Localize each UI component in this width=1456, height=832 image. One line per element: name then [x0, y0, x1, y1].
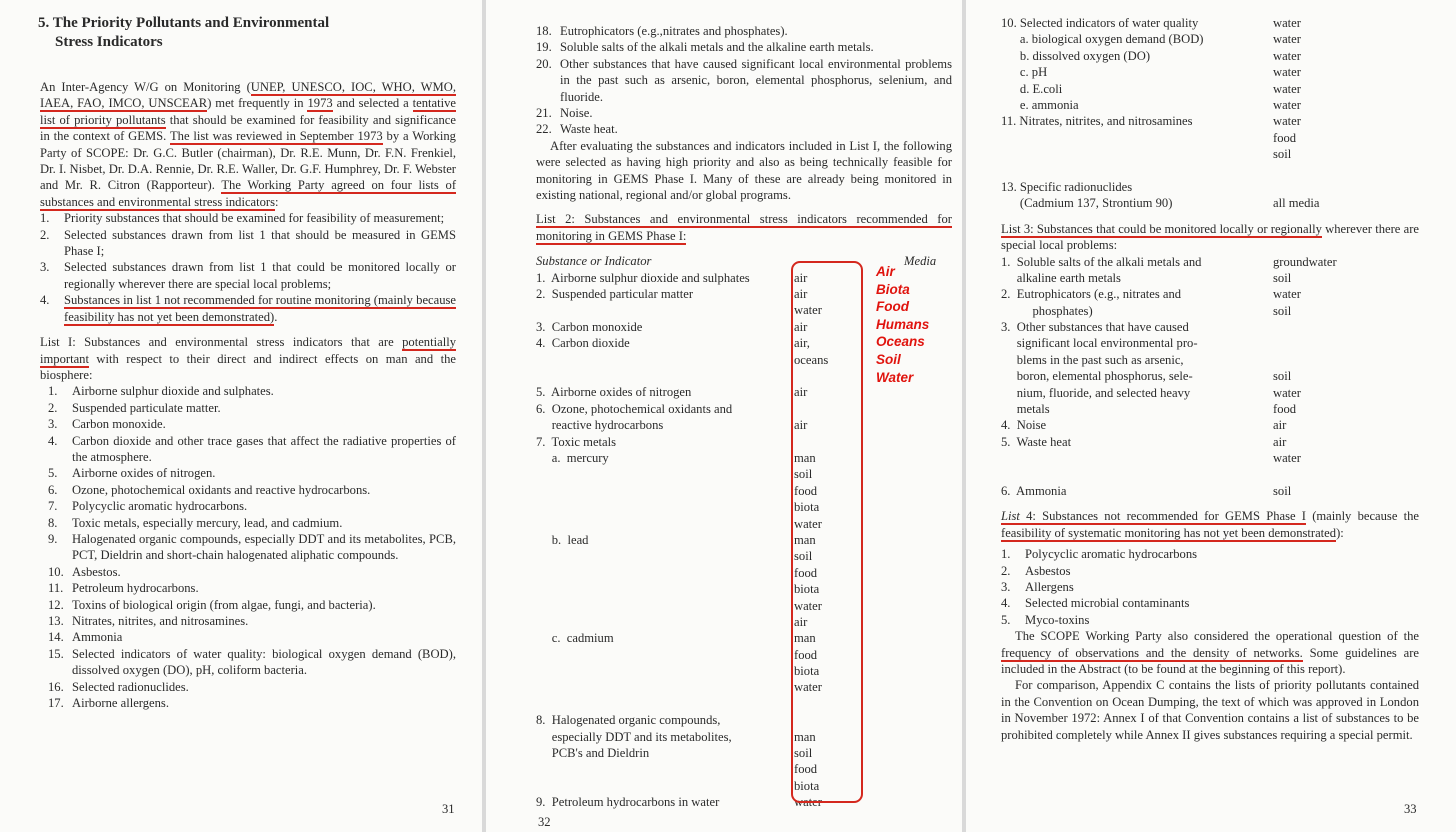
list-item-number: 1.: [40, 211, 50, 226]
table-row: [536, 712, 952, 728]
table-row: [1001, 417, 1419, 433]
table-row: [536, 417, 952, 433]
underlined-text: The Working Party agreed on four lists of substances and environmental stress indicators: [40, 178, 457, 209]
media-cell: water: [1273, 114, 1301, 129]
list-item-number: 20.: [536, 56, 552, 71]
table-row: [536, 466, 952, 482]
substance-cell: blems in the past such as arsenic,: [1001, 352, 1184, 367]
table-row: [1001, 434, 1419, 450]
table-row: [536, 532, 952, 548]
media-cell: soil: [1273, 270, 1292, 285]
list-item: [40, 259, 456, 292]
table-row: [536, 516, 952, 532]
table-row: [1001, 319, 1419, 335]
substance-cell: a. biological oxygen demand (BOD): [1001, 32, 1204, 47]
text-run: An Inter-Agency W/G on Monitoring (: [40, 80, 251, 94]
substance-cell: reactive hydrocarbons: [536, 418, 664, 433]
list-item-number: 7.: [48, 499, 58, 514]
text-run: that should be examined for feasibility and significance in the context of GEMS.: [40, 112, 456, 144]
table-row: [1001, 270, 1419, 286]
list-item: [40, 531, 456, 564]
list-item-number: 2.: [1001, 563, 1011, 578]
media-cell: water: [1273, 287, 1301, 302]
media-cell: air: [794, 418, 808, 433]
list-item: [40, 383, 456, 399]
media-cell: water: [1273, 48, 1301, 63]
media-cell: water: [794, 516, 822, 531]
list-item-text: Selected indicators of water quality: biological oxygen demand (BOD), dissolved oxygen (DO), pH, coliform bacteria.: [72, 646, 456, 678]
text-run: ) met frequently in: [207, 96, 308, 111]
underlined-text: frequency of observations and the density of networks.: [1001, 645, 1303, 660]
table-row: [1001, 401, 1419, 417]
substance-cell: b. lead: [536, 532, 589, 547]
table-row: [536, 434, 952, 450]
annotation-label: Oceans: [876, 334, 925, 350]
table-row: [1001, 179, 1419, 195]
list-item: [536, 23, 952, 39]
table-row: [1001, 467, 1419, 483]
substance-cell: 13. Specific radionuclides: [1001, 179, 1133, 194]
list-item-text: Polycyclic aromatic hydrocarbons.: [72, 499, 248, 514]
list-item-text: Eutrophicators (e.g.,nitrates and phosphates).: [560, 24, 788, 38]
after-evaluating-paragraph: After evaluating the substances and indicators included in List I, the following were selected as having high priority and also as being technically feasible for monitoring in GEMS Phase I. Many of these are already being monitored in existing national, regional and/or global programs.: [536, 138, 952, 203]
table-row: [536, 729, 952, 745]
list-item-text: Asbestos.: [72, 564, 121, 579]
underlined-text: 4: Substances not recommended for GEMS Phase I: [1019, 509, 1306, 524]
underlined-text: tentative list of priority pollutants: [40, 96, 456, 127]
list-item: [40, 629, 456, 645]
list-item: [40, 498, 456, 514]
table-row: [536, 663, 952, 679]
table-row: [1001, 97, 1419, 113]
table-row: [536, 499, 952, 515]
table-row: [1001, 81, 1419, 97]
table-row: [1001, 48, 1419, 64]
media-cell: biota: [794, 582, 820, 597]
media-cell: soil: [1273, 369, 1292, 384]
underlined-text: The list was reviewed in September 1973: [169, 129, 383, 144]
text-run: Some guidelines are included in the Abstract (to be found at the beginning of this report).: [1001, 645, 1419, 677]
table-row: [1001, 368, 1419, 384]
list-item: [40, 210, 456, 226]
table-row: [536, 565, 952, 581]
list-item-number: 3.: [48, 417, 58, 432]
media-cell: water: [794, 680, 822, 695]
list-item-text: Selected substances drawn from list 1 that could be monitored locally or regionally wherever there are special local problems;: [64, 260, 456, 291]
media-cell: soil: [1273, 147, 1292, 162]
list2-continued: [1001, 15, 1419, 212]
table-row: [1001, 352, 1419, 368]
list-item-number: 10.: [48, 564, 64, 579]
substance-cell: alkaline earth metals: [1001, 270, 1121, 285]
substance-cell: (Cadmium 137, Strontium 90): [1001, 196, 1173, 211]
substance-cell: 1. Airborne sulphur dioxide and sulphates: [536, 270, 750, 285]
list-item-text: Polycyclic aromatic hydrocarbons: [1025, 547, 1198, 562]
media-cell: water: [1273, 385, 1301, 400]
page-33: [966, 0, 1456, 832]
four-lists: [40, 210, 456, 325]
text-run: ):: [1336, 525, 1344, 540]
list-item-number: 21.: [536, 106, 552, 121]
list-item: [40, 482, 456, 498]
table-row: [1001, 31, 1419, 47]
media-cell: food: [1273, 402, 1297, 417]
media-cell: man: [794, 631, 816, 646]
substance-cell: 6. Ozone, photochemical oxidants and: [536, 401, 733, 416]
substance-cell: 5. Airborne oxides of nitrogen: [536, 385, 692, 400]
annotation-label: Food: [876, 299, 909, 315]
page31-body: [40, 79, 456, 711]
list-item-text: Ozone, photochemical oxidants and reactive hydrocarbons.: [72, 482, 371, 497]
media-cell: soil: [1273, 303, 1292, 318]
substance-cell: PCB's and Dieldrin: [536, 746, 650, 761]
page-32: [486, 0, 962, 832]
table-row: [536, 794, 952, 810]
list-item: [536, 39, 952, 55]
substance-cell: 9. Petroleum hydrocarbons in water: [536, 795, 720, 810]
list-item: [536, 56, 952, 105]
substance-cell: phosphates): [1001, 303, 1093, 318]
underlined-text: potentially important: [40, 335, 456, 366]
list-item-text: Priority substances that should be examined for feasibility of measurement;: [64, 211, 445, 226]
list-item: [1001, 612, 1419, 628]
substance-cell: 4. Noise: [1001, 418, 1047, 433]
page-31: [0, 0, 482, 832]
list-item-text: Nitrates, nitrites, and nitrosamines.: [72, 614, 249, 628]
underlined-text: UNEP, UNESCO, IOC, WHO, WMO, IAEA, FAO, IMCO, UNSCEAR: [40, 80, 456, 111]
table-row: [536, 401, 952, 417]
list-item-number: 19.: [536, 40, 552, 55]
list-item-text: Soluble salts of the alkali metals and the alkaline earth metals.: [560, 40, 874, 55]
table-row: [536, 630, 952, 646]
table-row: [536, 647, 952, 663]
list-item: [40, 400, 456, 416]
list-item-text: Toxic metals, especially mercury, lead, and cadmium.: [72, 515, 343, 530]
list-item-text: Selected microbial contaminants: [1025, 596, 1190, 611]
underlined-text: List: [1001, 509, 1020, 524]
table-row: [536, 483, 952, 499]
text-run: with respect to their direct and indirect effects on man and the biosphere:: [40, 351, 456, 382]
table-row: [1001, 254, 1419, 270]
table-row: [1001, 163, 1419, 179]
table-row: [536, 384, 952, 400]
list-item-number: 5.: [1001, 612, 1011, 627]
table-row: [1001, 483, 1419, 499]
list-item-number: 5.: [48, 466, 58, 481]
media-cell: water: [794, 795, 822, 810]
text-run: (mainly because the: [1305, 509, 1420, 524]
list-item-number: 11.: [48, 581, 64, 596]
list-item-number: 12.: [48, 597, 64, 612]
comparison-paragraph: For comparison, Appendix C contains the lists of priority pollutants contained in the Convention on Ocean Dumping, the text of which was approved in London in November 1972: Annex I of that Convention contains a list of substances to be prohibited completely while Annex II gives substances requiring a special permit.: [1001, 678, 1419, 742]
substance-cell: c. cadmium: [536, 631, 614, 646]
media-cell: air: [794, 287, 808, 302]
list-item: [40, 679, 456, 695]
table-row: [1001, 146, 1419, 162]
intro-paragraph: [40, 79, 456, 210]
table-row: [1001, 385, 1419, 401]
substance-cell: 2. Suspended particular matter: [536, 287, 694, 302]
table-row: [1001, 130, 1419, 146]
list-item: [40, 433, 456, 466]
section-heading: 5. The Priority Pollutants and Environmental Stress Indicators: [38, 15, 330, 50]
list-item: [1001, 595, 1419, 611]
media-cell: air: [794, 319, 808, 334]
table-row: [1001, 64, 1419, 80]
list-item-number: 1.: [48, 384, 58, 399]
media-cell: air: [1273, 418, 1287, 433]
table-row: [536, 614, 952, 630]
media-cell: man: [794, 729, 816, 744]
list-item: [40, 597, 456, 613]
media-cell: air: [794, 270, 808, 285]
substance-cell: especially DDT and its metabolites,: [536, 729, 732, 744]
list-item-number: 2.: [48, 400, 58, 415]
list-item: [40, 515, 456, 531]
list-item-text: Allergens: [1025, 579, 1074, 594]
media-cell: soil: [794, 467, 813, 482]
list-item-number: 1.: [1001, 547, 1011, 562]
list-item-number: 2.: [40, 227, 50, 242]
table-row: [536, 679, 952, 695]
list3-title: List 3: Substances that could be monitored locally or regionally wherever there are special local problems:: [1001, 221, 1419, 253]
list-item: [40, 613, 456, 629]
table-row: [1001, 335, 1419, 351]
substance-cell: d. E.coli: [1001, 81, 1063, 96]
table-row: [1001, 195, 1419, 211]
substance-cell: c. pH: [1001, 65, 1048, 80]
list-item-number: 4.: [48, 433, 58, 448]
media-cell: soil: [794, 746, 813, 761]
media-cell: water: [1273, 32, 1301, 47]
table-row: [536, 548, 952, 564]
media-cell: water: [1273, 97, 1301, 112]
list-item: [1001, 563, 1419, 579]
substance-cell: 1. Soluble salts of the alkali metals and: [1001, 254, 1202, 269]
scope-paragraph: [1001, 628, 1419, 677]
substance-cell: a. mercury: [536, 450, 609, 465]
table-row: [536, 778, 952, 794]
media-cell: water: [1273, 16, 1301, 30]
list-item-number: 15.: [48, 646, 64, 661]
media-cell: air: [794, 614, 808, 629]
list-item-number: 3.: [40, 260, 50, 275]
media-cell: man: [794, 532, 816, 547]
list4-title: [1001, 508, 1419, 541]
table-row: [536, 581, 952, 597]
list-item-text: Suspended particulate matter.: [72, 400, 221, 415]
table-row: [1001, 113, 1419, 129]
list-item-text: Airborne allergens.: [72, 696, 169, 711]
media-cell: soil: [794, 549, 813, 564]
table-row: [1001, 303, 1419, 319]
page32-body: [536, 23, 952, 811]
media-cell: water: [794, 303, 822, 318]
substance-cell: b. dissolved oxygen (DO): [1001, 48, 1151, 63]
list-item-number: 4.: [40, 293, 50, 308]
media-cell: air: [1273, 434, 1287, 449]
list2-title: List 2: Substances and environmental stress indicators recommended for monitoring in GEMS Phase I:: [536, 212, 952, 243]
list-item-number: 8.: [48, 515, 58, 530]
table-row: [536, 450, 952, 466]
list-item-text: Petroleum hydrocarbons.: [72, 581, 199, 596]
list-item-number: 22.: [536, 122, 552, 137]
list-item-number: 16.: [48, 679, 64, 694]
annotation-label: Humans: [876, 316, 930, 332]
table-row: [536, 761, 952, 777]
annotation-label: Biota: [876, 281, 910, 297]
substance-cell: nium, fluoride, and selected heavy: [1001, 385, 1191, 400]
substance-cell: boron, elemental phosphorus, sele-: [1001, 369, 1193, 384]
table-row: [536, 745, 952, 761]
page33-body: [1001, 15, 1419, 743]
substance-cell: 6. Ammonia: [1001, 483, 1067, 498]
table-row: [1001, 286, 1419, 302]
list-item: [40, 227, 456, 260]
media-cell: water: [1273, 451, 1301, 466]
list-item-text: Waste heat.: [560, 122, 618, 137]
substance-cell: metals: [1001, 402, 1050, 417]
list1-intro: [40, 334, 456, 383]
list-item-text: Halogenated organic compounds, especially DDT and its metabolites, PCB, PCT, Dieldrin and short-chain halogenated aliphatic compounds.: [72, 531, 456, 563]
list-item-number: 3.: [1001, 579, 1011, 594]
media-cell: man: [794, 450, 816, 465]
table-row: [536, 598, 952, 614]
media-cell: air: [794, 385, 808, 400]
list3-table: [1001, 254, 1419, 500]
media-cell: oceans: [794, 352, 829, 367]
media-highlight-box: [791, 261, 863, 803]
underlined-text: 1973: [307, 96, 333, 111]
list4-items: [1001, 546, 1419, 628]
list-item: [40, 580, 456, 596]
list-item: [40, 564, 456, 580]
media-cell: biota: [794, 500, 820, 515]
substance-cell: significant local environmental pro-: [1001, 336, 1198, 351]
annotation-label: Soil: [876, 351, 901, 367]
list-item-text: Other substances that have caused significant local environmental problems in the past such as arsenic, boron, elemental phosphorus, selenium, and fluoride.: [560, 56, 952, 104]
text-run: List I: Substances and environmental stress indicators that are: [40, 335, 403, 350]
table-row: [1001, 450, 1419, 466]
substance-cell: 11. Nitrates, nitrites, and nitrosamines: [1001, 114, 1193, 129]
substance-cell: 3. Other substances that have caused: [1001, 320, 1189, 335]
substance-cell: e. ammonia: [1001, 97, 1079, 112]
list-item: [40, 416, 456, 432]
list-item: [1001, 546, 1419, 562]
media-cell: water: [1273, 65, 1301, 80]
media-cell: food: [794, 762, 818, 777]
media-cell: food: [794, 483, 818, 498]
media-cell: air,: [794, 336, 810, 351]
media-cell: water: [794, 598, 822, 613]
list-item: [40, 292, 456, 325]
media-cell: biota: [794, 664, 820, 679]
media-cell: soil: [1273, 483, 1292, 498]
list-item-text: Asbestos: [1025, 563, 1071, 578]
list-item-text: Noise.: [560, 106, 593, 121]
media-cell: all media: [1273, 196, 1320, 211]
list-item-text: Toxins of biological origin (from algae, fungi, and bacteria).: [72, 597, 376, 612]
list1-items: [40, 383, 456, 711]
page-number: 33: [1404, 802, 1417, 816]
list-item-text: Substances in list 1 not recommended for routine monitoring (mainly because feasibility has not yet been demonstrated).: [64, 293, 456, 324]
underlined-text: feasibility of systematic monitoring has not yet been demonstrated: [1001, 525, 1337, 540]
list-item: [536, 121, 952, 137]
media-cell: groundwater: [1273, 254, 1337, 269]
list-item: [40, 646, 456, 679]
media-cell: food: [1273, 130, 1297, 145]
list-item-text: Selected substances drawn from list 1 that should be measured in GEMS Phase I;: [64, 227, 456, 259]
list2-header: Substance or Indicator Media: [536, 254, 937, 269]
list-item-number: 18.: [536, 24, 552, 38]
substance-cell: 4. Carbon dioxide: [536, 336, 630, 351]
substance-cell: 3. Carbon monoxide: [536, 319, 643, 334]
media-annotation-labels: [876, 263, 929, 386]
annotation-label: Air: [876, 264, 895, 279]
text-run: :: [275, 194, 279, 209]
media-cell: biota: [794, 778, 820, 793]
page-number: 31: [442, 802, 455, 816]
list-item-text: Ammonia: [72, 630, 123, 645]
media-cell: food: [794, 647, 818, 662]
list-item-text: Carbon dioxide and other trace gases that affect the radiative properties of the atmosphere.: [72, 433, 456, 464]
list-item: [536, 105, 952, 121]
media-cell: food: [794, 565, 818, 580]
list-item: [1001, 579, 1419, 595]
annotation-label: Water: [876, 369, 914, 385]
text-run: The SCOPE Working Party also considered the operational question of the: [1015, 629, 1419, 644]
list-item-number: 13.: [48, 614, 64, 628]
list-item-text: Myco-toxins: [1025, 612, 1090, 627]
table-row: [1001, 15, 1419, 31]
text-run: and selected a: [332, 96, 413, 111]
page-number: 32: [538, 815, 551, 829]
list-item-number: 6.: [48, 482, 58, 497]
list-item-text: Selected radionuclides.: [72, 679, 189, 694]
list-item: [40, 695, 456, 711]
substance-cell: 8. Halogenated organic compounds,: [536, 713, 721, 728]
substance-cell: 7. Toxic metals: [536, 434, 617, 449]
list-item-text: Airborne oxides of nitrogen.: [72, 466, 216, 481]
list-item-number: 4.: [1001, 596, 1011, 611]
list-item-number: 17.: [48, 696, 64, 711]
list1-continued: [536, 23, 952, 138]
substance-cell: 5. Waste heat: [1001, 434, 1072, 449]
list-item-text: Airborne sulphur dioxide and sulphates.: [72, 384, 274, 399]
list-item-number: 14.: [48, 630, 64, 645]
text-run: by a Working Party of SCOPE: Dr. G.C. Butler (chairman), Dr. R.E. Munn, Dr. F.N. Frenkiel, Dr. I. Nisbet, Dr. D.A. Rennie, Dr. R.E. Waller, Dr. G.F. Humphrey, Dr. F. Webster and Mr. R. Citron (Rapporteur).: [40, 129, 456, 193]
list-item-number: 9.: [48, 531, 58, 546]
list-item: [40, 465, 456, 481]
media-cell: water: [1273, 81, 1301, 96]
substance-cell: 10. Selected indicators of water quality: [1001, 16, 1199, 30]
substance-cell: 2. Eutrophicators (e.g., nitrates and: [1001, 287, 1182, 302]
table-row: [536, 696, 952, 712]
list-item-text: Carbon monoxide.: [72, 417, 166, 432]
